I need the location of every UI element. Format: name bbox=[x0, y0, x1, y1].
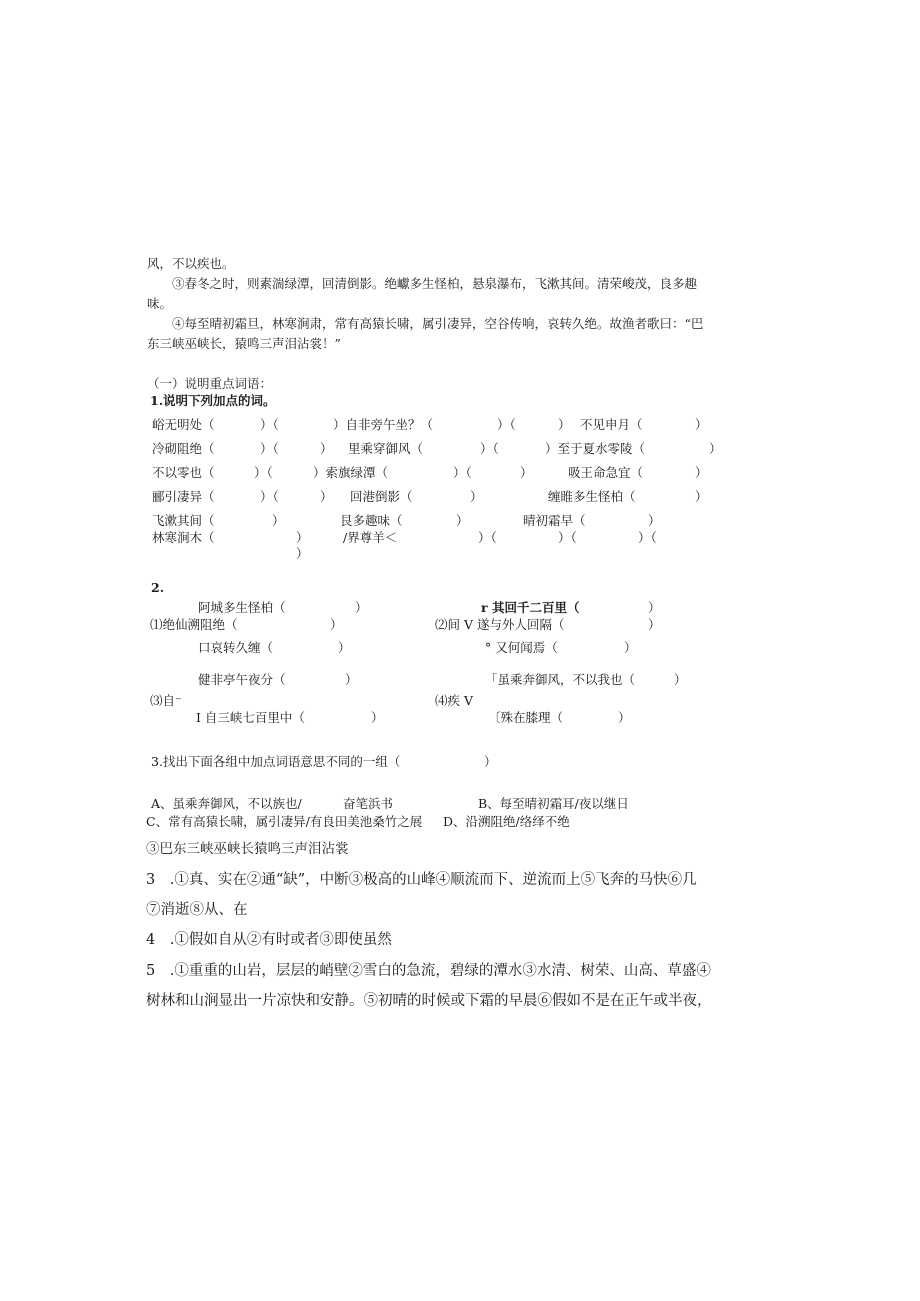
q2-item: ⑵间 V 遂与外人回隔（ bbox=[435, 617, 565, 632]
option-d: D、沿溯阻绝/络绎不绝 bbox=[443, 814, 570, 829]
q2-item: ⑴绝仙溯阻绝（ bbox=[150, 617, 238, 632]
answer-line: ⑦消逝⑧从、在 bbox=[146, 902, 248, 918]
blank-item: ） bbox=[296, 546, 309, 561]
passage-line: ③春冬之时，则素湍绿潭，回清倒影。绝巘多生怪柏，悬泉瀑布，飞漱其间。清荣峻茂，良多趣 bbox=[172, 276, 698, 291]
blank-item: 吸王命急宜（ bbox=[568, 465, 644, 480]
blank-item: 晴初霜早（ bbox=[523, 513, 586, 528]
question-number: 2. bbox=[151, 580, 165, 595]
blank-item: ）（ bbox=[260, 417, 279, 432]
blank-item: 艮多趣味（ bbox=[340, 513, 403, 528]
q2-item: 健非亭午夜分（ bbox=[198, 672, 286, 687]
answer-line: ③巴东三峡巫峡长猿鸣三声泪沾裳 bbox=[146, 841, 349, 857]
q2-item: ） bbox=[355, 600, 368, 615]
blank-item: 郦引凄异（ bbox=[152, 489, 215, 504]
blank-item: /界尊羊＜ bbox=[343, 530, 398, 545]
q2-item: r 其回千二百里（ bbox=[481, 600, 580, 615]
blank-item: ）（ bbox=[260, 489, 279, 504]
blank-item: 回港倒影（ bbox=[350, 489, 413, 504]
q2-item: 阿城多生怪柏（ bbox=[198, 600, 286, 615]
blank-item: 里乘穿御风（ bbox=[348, 441, 424, 456]
blank-item: ）自非旁午坐？（ bbox=[333, 417, 434, 432]
blank-item: 林寒涧木（ bbox=[152, 530, 215, 545]
q2-item: ） bbox=[648, 617, 661, 632]
blank-item: ） bbox=[709, 441, 722, 456]
blank-item: ）至于夏水零陵（ bbox=[545, 441, 646, 456]
q3-title-close: ） bbox=[484, 754, 497, 769]
blank-item: ） bbox=[456, 513, 469, 528]
blank-item: ） bbox=[320, 489, 333, 504]
q2-item: ） bbox=[345, 672, 358, 687]
blank-item: 不以零也（ bbox=[152, 465, 215, 480]
q2-item: I 自三峡七百里中（ bbox=[196, 710, 305, 725]
option-c: C、常有高猿长啸，属引凄异/有良田美池桑竹之展 bbox=[146, 814, 423, 829]
passage-line: ④每至晴初霜旦，林寒涧肃，常有高猿长啸，属引凄异，空谷传响，哀转久绝。故渔者歌曰：“巴 bbox=[172, 316, 704, 331]
q2-item: ） bbox=[338, 640, 351, 655]
blank-item: 不见申月（ bbox=[580, 417, 643, 432]
q2-item: ） bbox=[618, 710, 631, 725]
passage-line: 风，不以疾也。 bbox=[147, 256, 235, 271]
q2-item: ） bbox=[674, 672, 687, 687]
q3-title: 3.找出下面各组中加点词语意思不同的一组（ bbox=[151, 754, 401, 769]
q2-item: ⑶自⁻ bbox=[150, 693, 182, 708]
blank-item: ）（ bbox=[478, 530, 497, 545]
blank-item: ） bbox=[558, 417, 571, 432]
q2-item: ） bbox=[371, 710, 384, 725]
blank-item: 飞漱其间（ bbox=[152, 513, 215, 528]
blank-item: ） bbox=[320, 441, 333, 456]
q2-item: ° 又何闻焉（ bbox=[485, 640, 558, 655]
blank-item: ） bbox=[272, 513, 285, 528]
q2-item: ） bbox=[624, 640, 637, 655]
blank-item: ）（ bbox=[254, 465, 273, 480]
q2-item: ） bbox=[648, 600, 661, 615]
option-a-part2: 奋笔浜书 bbox=[343, 796, 394, 811]
passage-line: 味。 bbox=[147, 296, 173, 311]
blank-item: ） bbox=[470, 489, 483, 504]
q2-item: ） bbox=[330, 617, 343, 632]
blank-item: 峪无明处（ bbox=[152, 417, 215, 432]
passage-line: 东三峡巫峡长，猿鸣三声泪沾裳！” bbox=[147, 336, 341, 351]
answer-line: 4 .①假如自从②有时或者③即使虽然 bbox=[146, 932, 392, 948]
blank-item: ）（ bbox=[480, 441, 499, 456]
option-b: B、每至晴初霜耳/夜以继日 bbox=[478, 796, 629, 811]
blank-item: ） bbox=[695, 489, 708, 504]
section-title: （一）说明重点词语： bbox=[147, 376, 273, 391]
answer-line: 3 .①真、实在②通“缺”，中断③极高的山峰④顺流而下、逆流而上⑤飞奔的马快⑥几 bbox=[146, 872, 697, 888]
blank-item: ）（ bbox=[260, 441, 279, 456]
blank-item: ）（ bbox=[497, 417, 516, 432]
q2-item: 〔殊在膝理（ bbox=[488, 710, 564, 725]
blank-item: ） bbox=[695, 417, 708, 432]
q2-item: 「虽乘奔御风，不以我也（ bbox=[485, 672, 636, 687]
blank-item: ） bbox=[648, 513, 661, 528]
blank-item: ）（ bbox=[558, 530, 577, 545]
blank-item: ） bbox=[296, 530, 309, 545]
blank-item: ） bbox=[695, 465, 708, 480]
answer-line: 5 .①重重的山岩，层层的峭壁②雪白的急流，碧绿的潭水③水清、树荣、山高、草盛④ bbox=[146, 963, 711, 979]
blank-item: 冷砌阻绝（ bbox=[152, 441, 215, 456]
blank-item: 缠睢多生怪柏（ bbox=[548, 489, 636, 504]
question-title bbox=[151, 754, 400, 770]
blank-item: ）索旗绿潭（ bbox=[313, 465, 389, 480]
question-title: 1.说明下列加点的词。 bbox=[150, 393, 276, 408]
blank-item: ）（ bbox=[453, 465, 472, 480]
blank-item: ） bbox=[520, 465, 533, 480]
q2-item: 口哀转久缠（ bbox=[198, 640, 274, 655]
q2-item: ⑷疾 V bbox=[435, 693, 474, 708]
option-a: A、虽乘奔御风，不以族也/ bbox=[151, 796, 302, 811]
blank-item: ）（ bbox=[638, 530, 657, 545]
answer-line: 树林和山涧显出一片凉快和安静。⑤初晴的时候或下霜的早晨⑥假如不是在正午或半夜， bbox=[146, 993, 712, 1009]
